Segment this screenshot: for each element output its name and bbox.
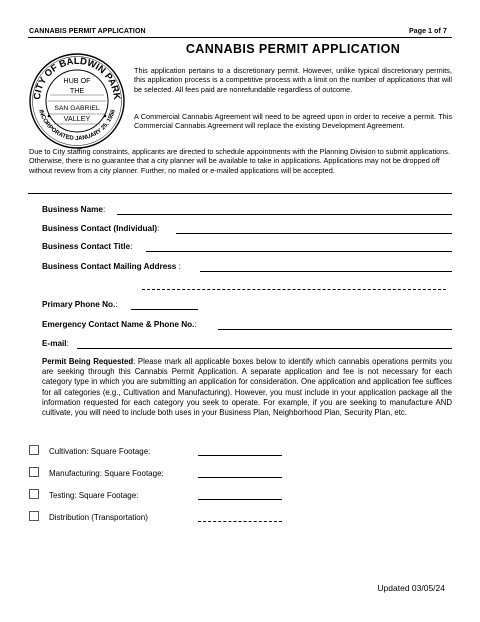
emergency-contact-label: Emergency Contact Name & Phone No.:	[42, 320, 197, 329]
cultivation-sqft-field[interactable]	[198, 455, 282, 456]
intro-paragraph-2: A Commercial Cannabis Agreement will need to be agreed upon in order to receive a permit. This Commercial Cannabis Agreement will replace the existing Development Agreement.	[134, 112, 452, 131]
seal-bottom-text: INCORPORATED JANUARY 25, 1956	[37, 109, 117, 143]
updated-date: Updated 03/05/24	[377, 583, 445, 593]
distribution-field[interactable]	[198, 521, 282, 522]
intro-paragraph-1: This application pertains to a discretionary permit. However, unlike typical discretionary permits, this application process is a competitive process with a limit on the number of applications that will be selected. All fees paid are nonrefundable regardless of outcome.	[134, 66, 452, 94]
cultivation-label: Cultivation: Square Footage:	[49, 447, 151, 456]
mailing-address-field-line-2[interactable]	[142, 289, 446, 290]
business-contact-label: Business Contact (Individual):	[42, 224, 160, 233]
permit-paragraph: Permit Being Requested: Please mark all applicable boxes below to identify which cannabis operations permits you are seeking through this Cannabis Permit Application. A separate application and fee is not necessary for each category type in which you are submitting an application for consideration. One application and application fee suffices for all categories (e.g., Cultivation and Manufacturing). However, you must include in your application package all the information requested for each category you seek to operate. For example, if you are seeking to manufacture AND cultivate, you will need to include both uses in your Business Plan, Neighborhood Plan, Security Plan, etc.	[42, 357, 452, 418]
seal-line-2: THE	[69, 86, 85, 95]
emergency-contact-field[interactable]	[218, 329, 452, 330]
email-field[interactable]	[77, 348, 452, 349]
staffing-notice: Due to City staffing constraints, applicants are directed to schedule appointments with the Planning Division to submit applications. Otherwise, there is no guarantee that a city planner will be available to take in applications. Applications may not be dropped off without review from a city planner. Further, no mailed or e-mailed applications will be accepted.	[29, 147, 450, 175]
testing-sqft-field[interactable]	[198, 499, 282, 500]
page-title: CANNABIS PERMIT APPLICATION	[185, 42, 401, 56]
email-label: E-mail:	[42, 339, 69, 348]
business-name-field[interactable]	[117, 214, 452, 215]
testing-checkbox[interactable]	[29, 489, 39, 499]
manufacturing-label: Manufacturing: Square Footage:	[49, 469, 164, 478]
cultivation-checkbox[interactable]	[29, 445, 39, 455]
primary-phone-label: Primary Phone No.:	[42, 300, 118, 309]
business-contact-field[interactable]	[176, 233, 452, 234]
primary-phone-field[interactable]	[131, 309, 198, 310]
seal-line-1: HUB OF	[63, 76, 91, 85]
page-number: Page 1 of 7	[408, 28, 447, 35]
business-contact-title-field[interactable]	[146, 251, 452, 252]
business-name-label: Business Name:	[42, 205, 106, 214]
manufacturing-checkbox[interactable]	[29, 467, 39, 477]
testing-label: Testing: Square Footage:	[49, 491, 139, 500]
seal-outer-text: CITY OF BALDWIN PARK	[31, 55, 123, 101]
seal-line-3: SAN GABRIEL	[54, 105, 100, 112]
city-seal	[28, 52, 126, 150]
mailing-address-field-line-1[interactable]	[200, 271, 452, 272]
manufacturing-sqft-field[interactable]	[198, 477, 282, 478]
section-rule	[28, 193, 452, 194]
header-left: CANNABIS PERMIT APPLICATION	[29, 28, 146, 35]
distribution-label: Distribution (Transportation)	[49, 513, 148, 522]
header-rule	[28, 37, 452, 38]
business-contact-title-label: Business Contact Title:	[42, 242, 133, 251]
distribution-checkbox[interactable]	[29, 511, 39, 521]
mailing-address-label: Business Contact Mailing Address :	[42, 262, 181, 271]
seal-line-4: VALLEY	[63, 114, 91, 123]
